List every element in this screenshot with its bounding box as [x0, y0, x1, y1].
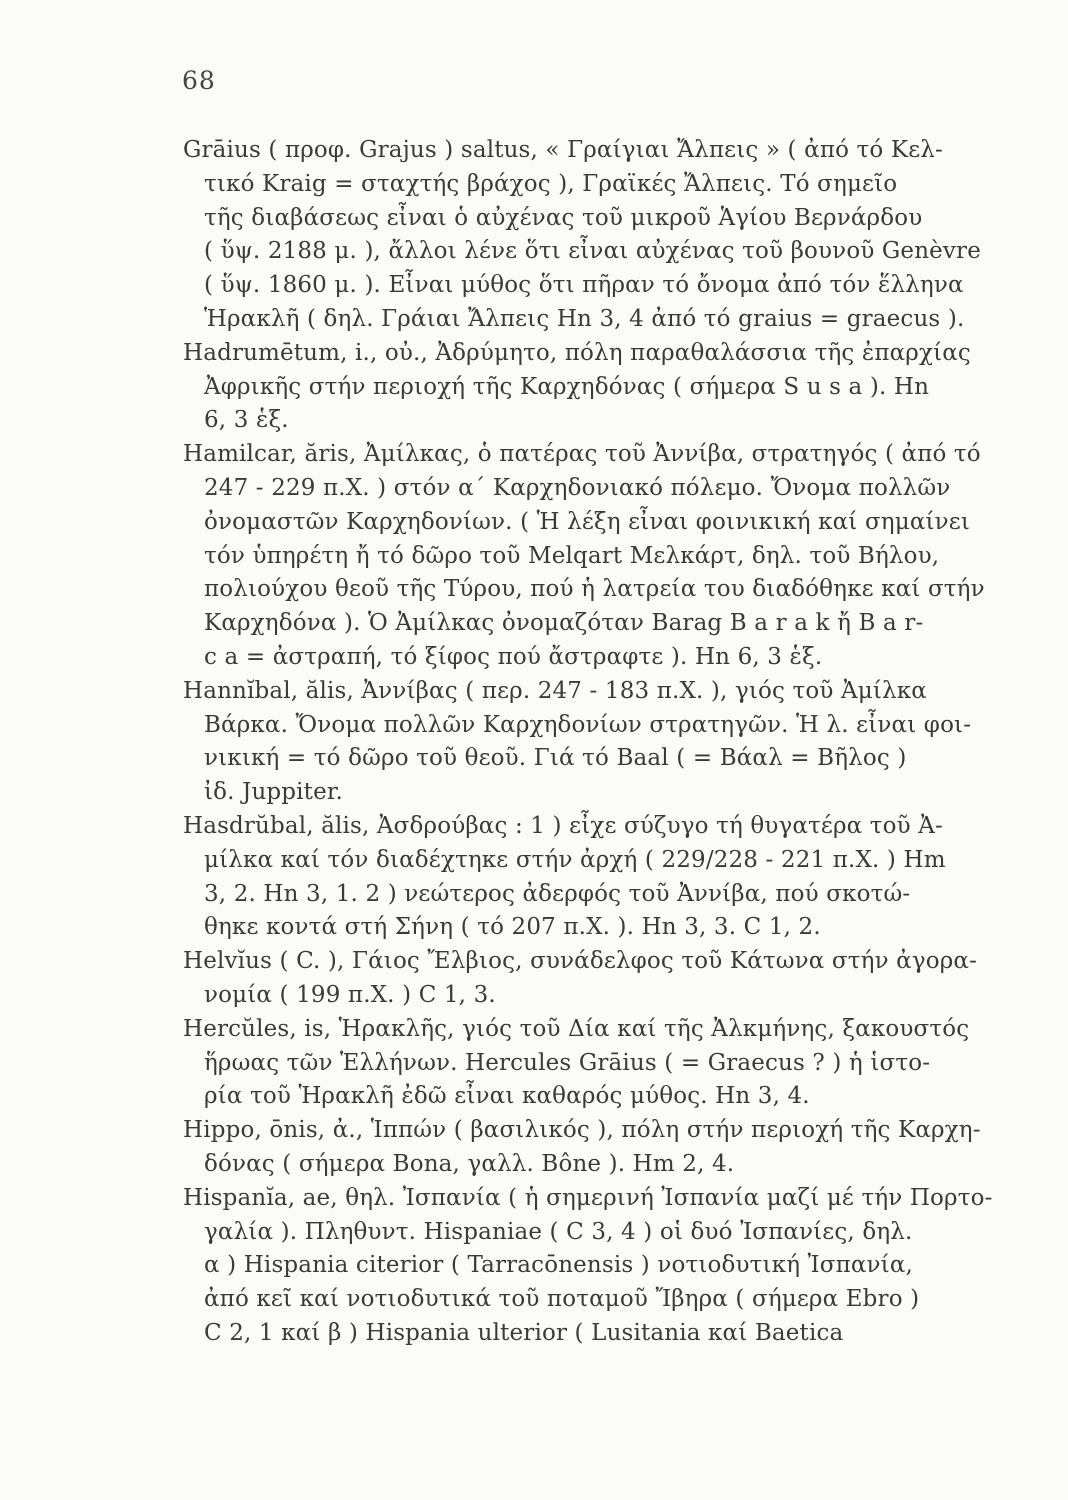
entry-line: τικό Kraig = σταχτής βράχος ), Γραϊκές Ἄλπεις. Τό σημεῖο	[204, 170, 898, 197]
page-number: 68	[182, 66, 216, 95]
entry-headline: Hippo, ōnis, ἀ., Ἱππών ( βασιλικός ), πόλη στήν περιοχή τῆς Καρχη-	[183, 1117, 981, 1144]
entry-line: ρία τοῦ Ἡρακλῆ ἐδῶ εἶναι καθαρός μύθος. Hn 3, 4.	[204, 1083, 810, 1110]
entry-line: πολιούχου θεοῦ τῆς Τύρου, πού ἡ λατρεία του διαδόθηκε καί στήν	[204, 576, 985, 603]
entry-line: c a = ἀστραπή, τό ξίφος πού ἄστραφτε ). Hn 6, 3 ἑξ.	[204, 643, 823, 670]
entry-line: ὀνομαστῶν Καρχηδονίων. ( Ἡ λέξη εἶναι φοινικική καί σημαίνει	[204, 508, 971, 535]
entry-headline: Hannĭbal, ălis, Ἀννίβας ( περ. 247 - 183 π.Χ. ), γιός τοῦ Ἀμίλκα	[183, 677, 927, 704]
entry-hispania	[183, 1182, 1051, 1351]
entry-graius	[183, 134, 1051, 337]
entry-headline: Hercŭles, is, Ἡρακλῆς, γιός τοῦ Δία καί τῆς Ἀλκμήνης, ξακουστός	[183, 1015, 970, 1042]
entry-list	[183, 134, 1051, 1351]
entry-line: 3, 2. Hn 3, 1. 2 ) νεώτερος ἀδερφός τοῦ Ἀννίβα, πού σκοτώ-	[204, 880, 911, 907]
entry-line: ( ὕψ. 2188 μ. ), ἄλλοι λένε ὅτι εἶναι αὐχένας τοῦ βουνοῦ Genèvre	[204, 238, 981, 265]
entry-line: 247 - 229 π.Χ. ) στόν α΄ Καρχηδονιακό πόλεμο. Ὄνομα πολλῶν	[204, 474, 951, 501]
entry-headline: Hispanĭa, ae, θηλ. Ἰσπανία ( ἡ σημερινή Ἰσπανία μαζί μέ τήν Πορτο-	[183, 1184, 993, 1211]
entry-line: Ἀφρικῆς στήν περιοχή τῆς Καρχηδόνας ( σήμερα S u s a ). Hn	[204, 373, 930, 400]
entry-line: γαλία ). Πληθυντ. Hispaniae ( C 3, 4 ) οἱ δυό Ἰσπανίες, δηλ.	[204, 1218, 913, 1245]
entry-headline: Hamilcar, ăris, Ἀμίλκας, ὁ πατέρας τοῦ Ἀννίβα, στρατηγός ( ἀπό τό	[183, 441, 981, 468]
entry-line: μίλκα καί τόν διαδέχτηκε στήν ἀρχή ( 229/228 - 221 π.Χ. ) Hm	[204, 846, 946, 873]
entry-line: Ἡρακλῆ ( δηλ. Γράιαι Ἄλπεις Hn 3, 4 ἀπό τό graius = graecus ).	[204, 305, 965, 332]
entry-line: τῆς διαβάσεως εἶναι ὁ αὐχένας τοῦ μικροῦ Ἁγίου Βερνάρδου	[204, 204, 923, 231]
entry-hannibal	[183, 675, 1051, 810]
entry-line: ( ὕψ. 1860 μ. ). Εἶναι μύθος ὅτι πῆραν τό ὄνομα ἀπό τόν ἕλληνα	[204, 272, 964, 299]
entry-headline: Hadrumētum, i., οὐ., Ἀδρύμητο, πόλη παραθαλάσσια τῆς ἐπαρχίας	[183, 339, 971, 366]
entry-line: δόνας ( σήμερα Bona, γαλλ. Bône ). Hm 2, 4.	[204, 1150, 735, 1177]
entry-line: ἀπό κεῖ καί νοτιοδυτικά τοῦ ποταμοῦ Ἴβηρα ( σήμερα Ebro )	[204, 1286, 920, 1313]
entry-helvius	[183, 945, 1051, 1013]
entry-line: νομία ( 199 π.Χ. ) C 1, 3.	[204, 981, 496, 1008]
entry-line: Καρχηδόνα ). Ὁ Ἀμίλκας ὀνομαζόταν Barag B a r a k ἤ B a r-	[204, 610, 924, 637]
entry-line: νικική = τό δῶρο τοῦ θεοῦ. Γιά τό Baal ( = Βάαλ = Βῆλος )	[204, 745, 907, 772]
entry-hercules	[183, 1013, 1051, 1114]
entry-hadrumetum	[183, 337, 1051, 438]
entry-hamilcar	[183, 438, 1051, 675]
entry-headline: Grāius ( προφ. Grajus ) saltus, « Γραίγιαι Ἄλπεις » ( ἀπό τό Κελ-	[183, 137, 943, 163]
entry-line: Βάρκα. Ὄνομα πολλῶν Καρχηδονίων στρατηγῶν. Ἡ λ. εἶναι φοι-	[204, 711, 972, 738]
entry-line: ἥρωας τῶν Ἑλλήνων. Hercules Grāius ( = Graecus ? ) ἡ ἱστο-	[204, 1049, 931, 1076]
entry-headline: Helvĭus ( C. ), Γάιος Ἔλβιος, συνάδελφος τοῦ Κάτωνα στήν ἀγορα-	[183, 948, 978, 975]
entry-line: C 2, 1 καί β ) Hispania ulterior ( Lusitania καί Baetica	[204, 1319, 844, 1346]
entry-line: 6, 3 ἑξ.	[204, 407, 289, 434]
entry-line: ἰδ. Juppiter.	[204, 779, 343, 806]
entry-line: α ) Hispania citerior ( Tarracōnensis ) νοτιοδυτική Ἰσπανία,	[204, 1252, 913, 1279]
entry-hippo	[183, 1114, 1051, 1182]
entry-headline: Hasdrŭbal, ălis, Ἀσδρούβας : 1 ) εἶχε σύζυγο τή θυγατέρα τοῦ Ἀ-	[183, 812, 943, 839]
entry-line: τόν ὑπηρέτη ἤ τό δῶρο τοῦ Melqart Μελκάρτ, δηλ. τοῦ Βήλου,	[204, 542, 940, 569]
entry-line: θηκε κοντά στή Σήνη ( τό 207 π.Χ. ). Hn 3, 3. C 1, 2.	[204, 914, 821, 941]
entry-hasdrubal	[183, 810, 1051, 945]
